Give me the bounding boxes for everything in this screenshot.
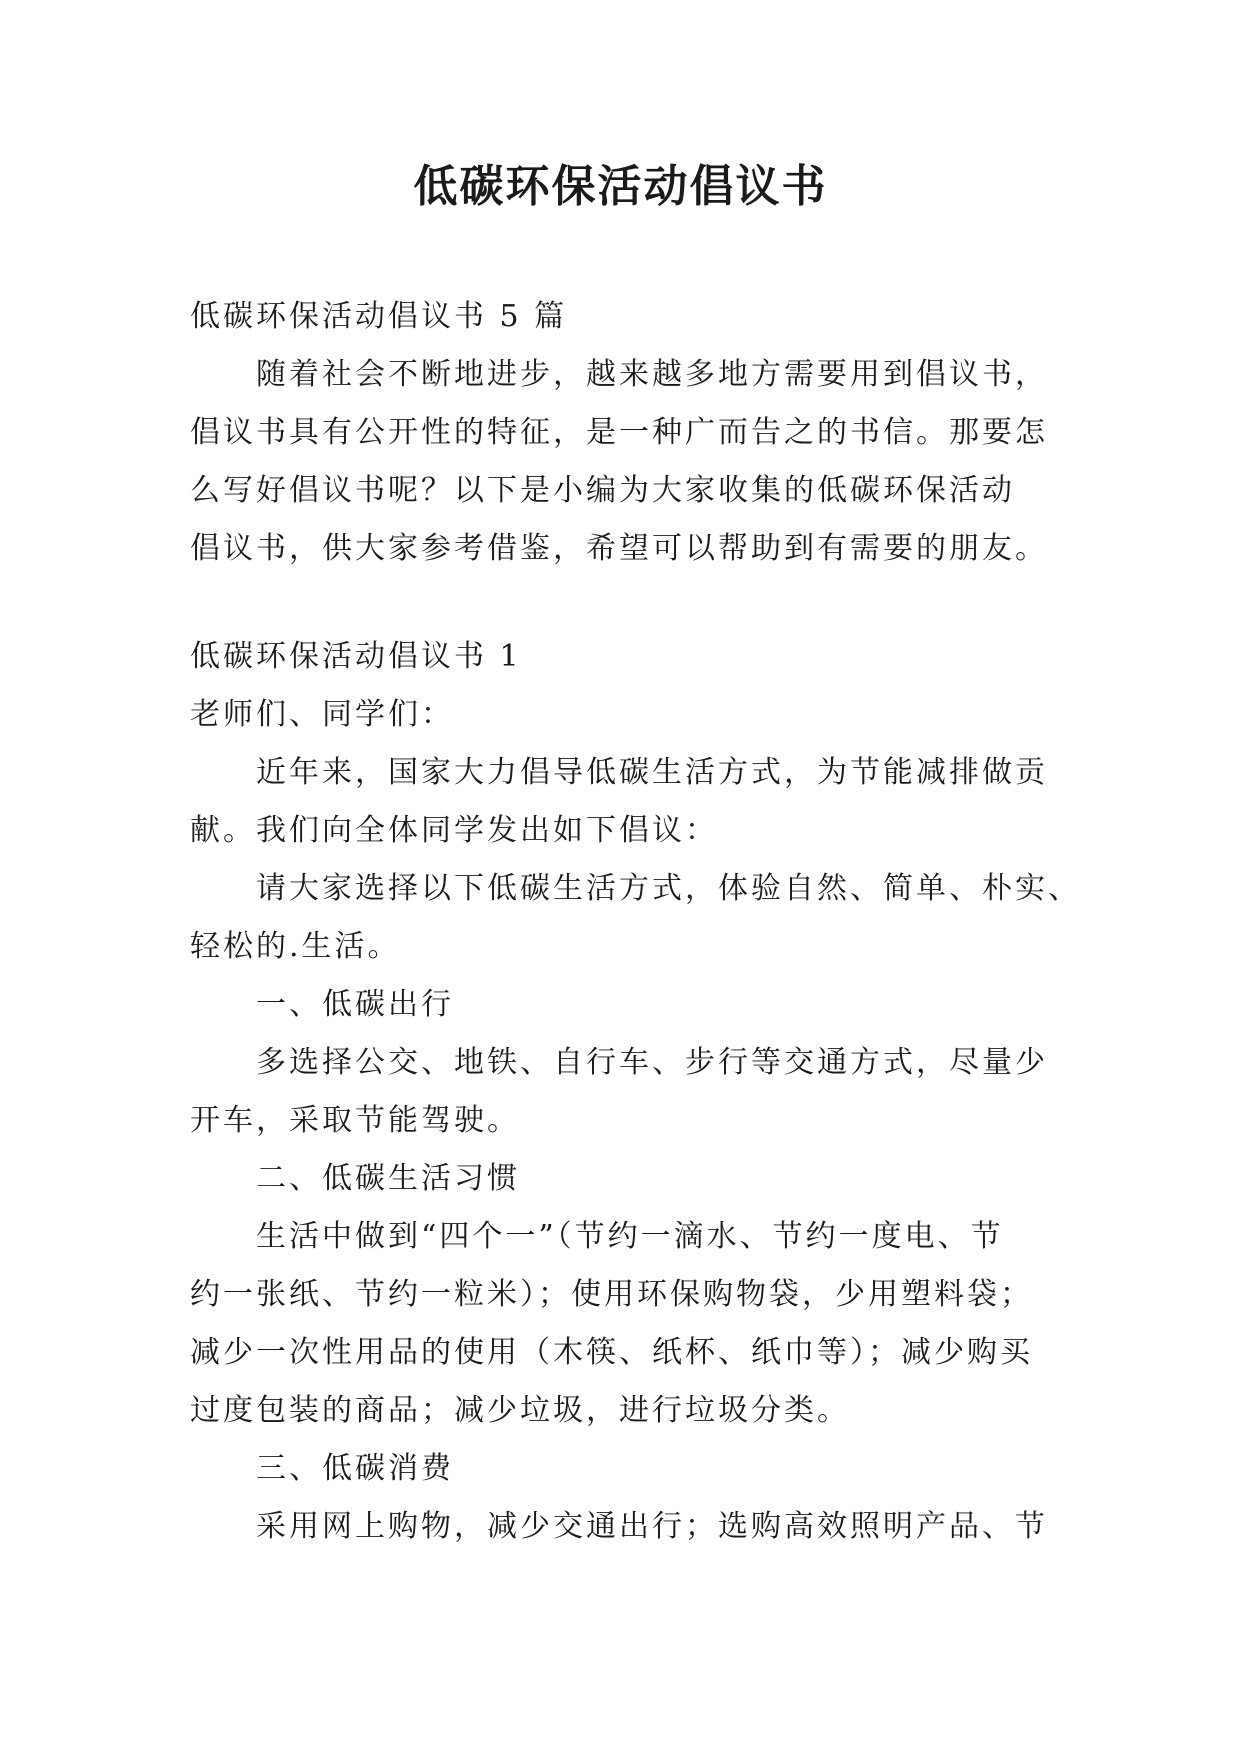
intro-line: 随着社会不断地进步，越来越多地方需要用到倡议书， — [256, 357, 1048, 392]
body-line: 过度包装的商品；减少垃圾，进行垃圾分类。 — [190, 1393, 850, 1428]
intro-line: 么写好倡议书呢？以下是小编为大家收集的低碳环保活动 — [190, 473, 1015, 508]
body-line: 生活中做到“四个一”（节约一滴水、节约一度电、节 — [256, 1219, 1004, 1254]
document-title: 低碳环保活动倡议书 — [413, 161, 828, 212]
document-body — [190, 288, 1081, 1556]
body-line: 请大家选择以下低碳生活方式，体验自然、简单、朴实、 — [256, 871, 1081, 906]
body-line: 采用网上购物，减少交通出行；选购高效照明产品、节 — [256, 1509, 1048, 1544]
section-heading: 低碳环保活动倡议书 1 — [190, 639, 522, 674]
body-line: 近年来，国家大力倡导低碳生活方式，为节能减排做贡 — [256, 755, 1048, 790]
salutation: 老师们、同学们： — [190, 697, 454, 732]
document-subtitle: 低碳环保活动倡议书 5 篇 — [190, 299, 568, 334]
subheading-low-carbon-travel: 一、低碳出行 — [256, 987, 454, 1022]
body-line: 约一张纸、节约一粒米）；使用环保购物袋，少用塑料袋； — [190, 1277, 1033, 1312]
paragraph-gap — [190, 578, 1062, 628]
body-line: 轻松的.生活。 — [190, 929, 401, 964]
body-line: 减少一次性用品的使用（木筷、纸杯、纸巾等）；减少购买 — [190, 1335, 1033, 1370]
intro-line: 倡议书具有公开性的特征，是一种广而告之的书信。那要怎 — [190, 415, 1048, 450]
body-line: 开车，采取节能驾驶。 — [190, 1103, 520, 1138]
body-line: 多选择公交、地铁、自行车、步行等交通方式，尽量少 — [256, 1045, 1048, 1080]
subheading-low-carbon-habits: 二、低碳生活习惯 — [256, 1161, 520, 1196]
body-line: 献。我们向全体同学发出如下倡议： — [190, 813, 718, 848]
subheading-low-carbon-consumption: 三、低碳消费 — [256, 1451, 454, 1486]
intro-line: 倡议书，供大家参考借鉴，希望可以帮助到有需要的朋友。 — [190, 531, 1048, 566]
